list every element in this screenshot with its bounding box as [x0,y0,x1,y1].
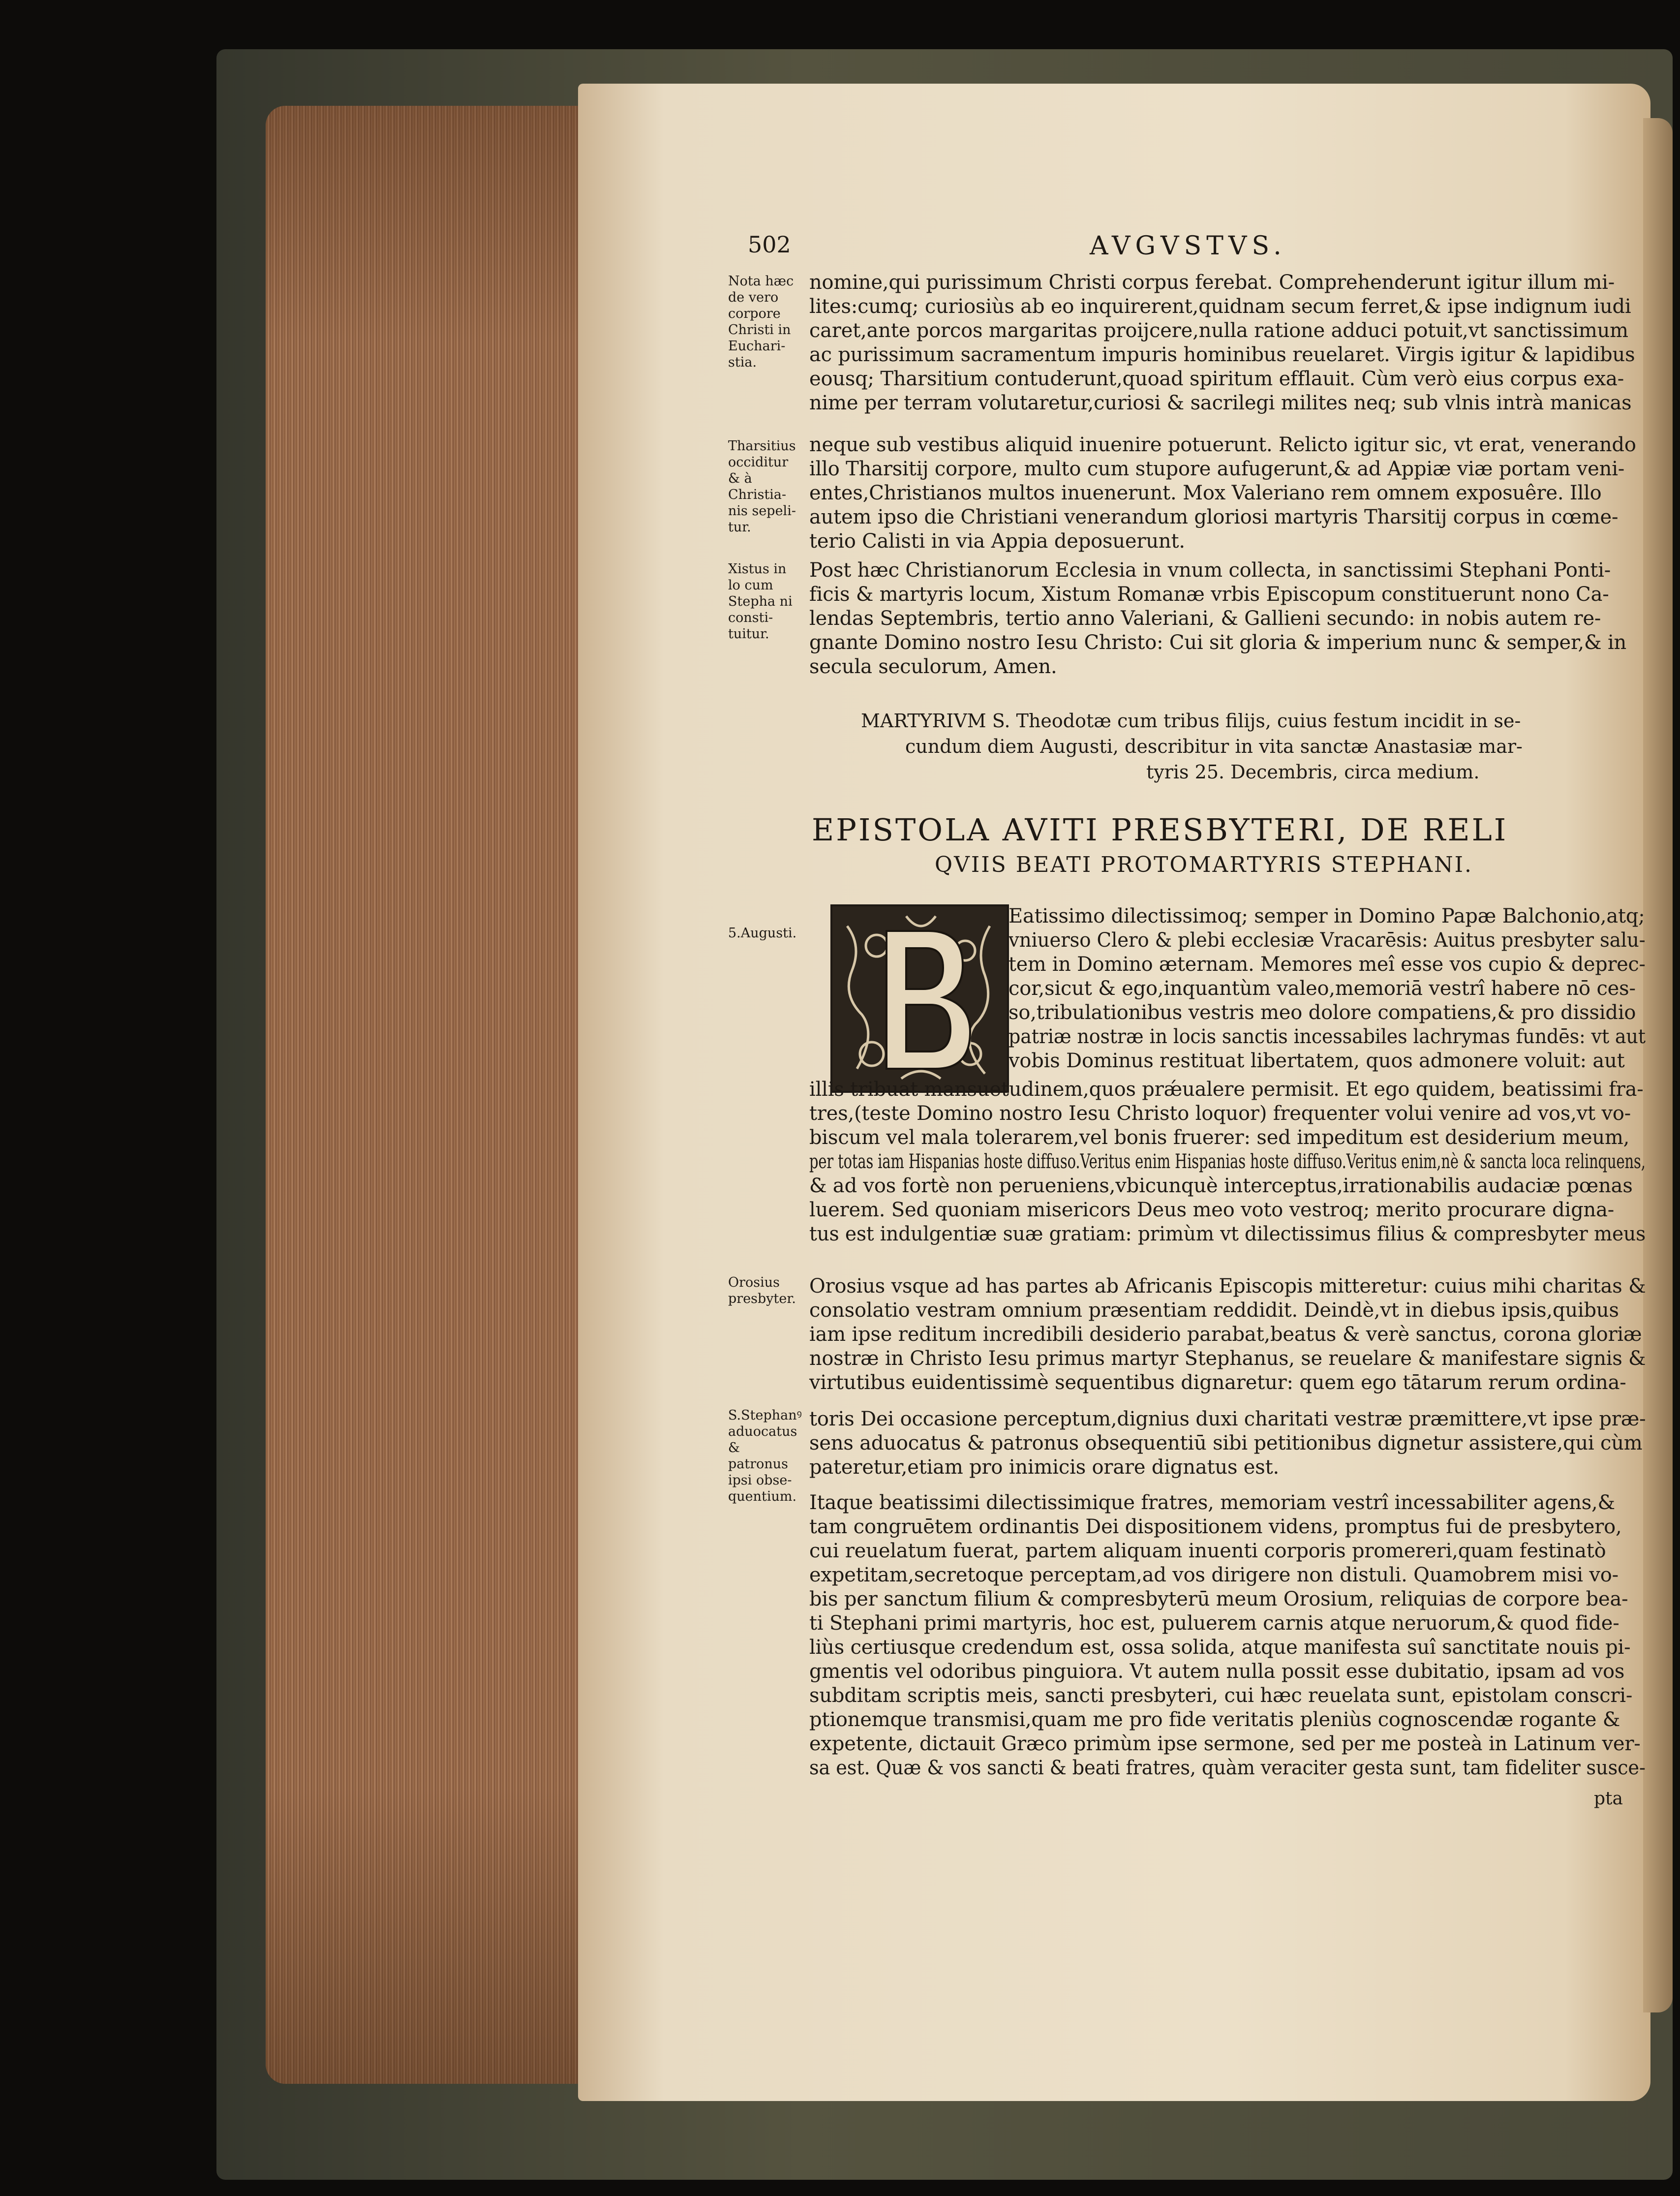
text-line: per totas iam Hispanias hoste diffuso.Veritus enim Hispanias hoste diffuso.Veritus enim,nè & sancta loca relinquens, [809,1150,1646,1173]
text-line: vniuerso Clero & plebi ecclesiæ Vracarēsis: Auitus presbyter salu- [1008,929,1646,952]
text-line: lendas Septembris, tertio anno Valeriani, & Gallieni secundo: in nobis autem re- [809,607,1601,630]
martyrium-line: cundum diem Augusti, describitur in vita sanctæ Anastasiæ mar- [905,736,1523,757]
text-line: consolatio vestram omnium præsentiam reddidit. Deindè,vt in diebus ipsis,quibus [809,1299,1619,1322]
text-line: pateretur,etiam pro inimicis orare dignatus est. [809,1456,1279,1479]
running-title: AVGVSTVS. [1090,231,1286,261]
margin-note-eucharist: Nota hæc de vero corpore Christi in Euchari-stia. [728,274,794,370]
ornament-icon [832,906,1007,1091]
text-line: illo Tharsitij corpore, multo cum stupore aufugerunt,& ad Appiæ viæ portam veni- [809,458,1625,480]
text-line: secula seculorum, Amen. [809,655,1057,678]
margin-note-orosius: Orosius presbyter. [728,1275,796,1306]
text-line: luerem. Sed quoniam misericors Deus meo voto vestroq; merito procurare digna- [809,1199,1615,1221]
text-line: gmentis vel odoribus pinguiora. Vt autem nulla possit esse dubitatio, ipsam ad vos [809,1660,1625,1683]
text-line: tam congruētem ordinantis Dei dispositionem videns, promptus fui de presbytero, [809,1516,1622,1538]
text-line: Itaque beatissimi dilectissimique fratres, memoriam vestrî incessabiliter agens,& [809,1491,1615,1514]
text-line: patriæ nostræ in locis sanctis incessabiles lachrymas fundēs: vt aut [1008,1025,1646,1048]
text-line: ti Stephani primi martyris, hoc est, puluerem carnis atque neruorum,& quod fide- [809,1612,1619,1635]
text-line: cor,sicut & ego,inquantùm valeo,memoriā vestrî habere nō ces- [1008,977,1636,1000]
text-line: nostræ in Christo Iesu primus martyr Stephanus, se reuelare & manifestare signis & [809,1347,1646,1370]
text-line: nime per terram volutaretur,curiosi & sacrilegi milites neq; sub vlnis intrà manicas [809,392,1632,414]
martyrium-line: tyris 25. Decembris, circa medium. [1146,761,1480,783]
text-line: autem ipso die Christiani venerandum gloriosi martyris Tharsitij corpus in cœme- [809,506,1619,528]
text-line: ficis & martyris locum, Xistum Romanæ vrbis Episcopum constituerunt nono Ca- [809,583,1609,606]
text-line: expetente, dictauit Græco primùm ipse sermone, sed per me posteà in Latinum ver- [809,1732,1641,1755]
text-line: Eatissimo dilectissimoq; semper in Domino Papæ Balchonio,atq; [1008,905,1645,928]
text-line: vobis Dominus restituat libertatem, quos admonere voluit: aut [1008,1050,1625,1072]
text-line: expetitam,secretoque perceptam,ad vos dirigere non distuli. Quamobrem misi vo- [809,1564,1619,1586]
text-line: so,tribulationibus vestris meo dolore compatiens,& pro dissidio [1008,1001,1636,1024]
text-line: tres,(teste Domino nostro Iesu Christo loquor) frequenter volui venire ad vos,vt vo- [809,1102,1631,1125]
martyrium-line: MARTYRIVM S. Theodotæ cum tribus filijs, cuius festum incidit in se- [861,710,1521,732]
text-line: & ad vos fortè non perueniens,vbicunquè interceptus,irrationabilis audaciæ pœnas [809,1175,1633,1197]
text-line: neque sub vestibus aliquid inuenire potuerunt. Relicto igitur sic, vt erat, venerando [809,433,1636,456]
text-line: entes,Christianos multos inuenerunt. Mox Valeriano rem omnem exposuêre. Illo [809,482,1602,504]
text-line: ptionemque transmisi,quam me pro fide veritatis pleniùs cognoscendæ rogante & [809,1708,1620,1731]
text-line: nomine,qui purissimum Christi corpus ferebat. Comprehenderunt igitur illum mi- [809,271,1615,294]
margin-note-tharsitius: Tharsitius occiditur & à Christia-nis sepeli-tur. [728,438,796,535]
ornamental-initial-b [830,904,1009,1093]
right-page-edge [1643,118,1673,2012]
text-line: gnante Domino nostro Iesu Christo: Cui sit gloria & imperium nunc & semper,& in [809,631,1627,654]
text-line: biscum vel mala tolerarem,vel bonis fruerer: sed impeditum est desiderium meum, [809,1126,1630,1149]
text-line: terio Calisti in via Appia deposuerunt. [809,530,1185,553]
text-line: caret,ante porcos margaritas proijcere,nulla ratione adduci potuit,vt sanctissimum [809,319,1628,342]
epistle-heading-2: QVIIS BEATI PROTOMARTYRIS STEPHANI. [935,852,1473,877]
text-line: toris Dei occasione perceptum,dignius duxi charitati vestræ præmittere,vt ipse præ- [809,1408,1646,1430]
text-line: eousq; Tharsitium contuderunt,quoad spiritum efflauit. Cùm verò eius corpus exa- [809,368,1624,390]
text-line: virtutibus euidentissimè sequentibus dignaretur: quem ego tātarum rerum ordina- [809,1371,1626,1394]
margin-note-date: 5.Augusti. [728,926,797,941]
page-number: 502 [748,231,791,258]
text-line: cui reuelatum fuerat, partem aliquam inuenti corporis promereri,quam festinatò [809,1540,1606,1562]
text-line: Post hæc Christianorum Ecclesia in vnum collecta, in sanctissimi Stephani Ponti- [809,559,1611,582]
text-line: liùs certiusque credendum est, ossa solida, atque manifesta suî sanctitate nouis pi- [809,1636,1631,1659]
text-line: ac purissimum sacramentum impuris hominibus reuelaret. Virgis igitur & lapidibus [809,343,1635,366]
text-line: tem in Domino æternam. Memores meî esse vos cupio & deprec- [1008,953,1646,976]
text-line: bis per sanctum filium & compresbyterū meum Orosium, reliquias de corpore bea- [809,1588,1628,1610]
margin-note-xistus: Xistus in lo cum Stepha ni consti-tuitur. [728,561,793,642]
text-line: lites:cumq; curiosiùs ab eo inquirerent,quidnam secum ferret,& ipse indignum iudi [809,295,1631,318]
margin-note-stephanus: S.Stephanꝰ aduocatus & patronus ipsi obse-quentium. [728,1408,802,1504]
text-line: subditam scriptis meis, sancti presbyteri, cui hæc reuelata sunt, epistolam conscri- [809,1684,1633,1707]
text-line: Orosius vsque ad has partes ab Africanis Episcopis mitteretur: cuius mihi charitas & [809,1275,1646,1298]
text-line: iam ipse reditum incredibili desiderio parabat,beatus & verè sanctus, corona gloriæ [809,1323,1642,1346]
text-line: sa est. Quæ & vos sancti & beati fratres, quàm veraciter gesta sunt, tam fideliter susce- [809,1757,1646,1779]
text-line: sens aduocatus & patronus obsequentiū sibi petitionibus dignetur assistere,qui cùm [809,1432,1643,1454]
page-edges [266,106,580,2084]
text-line: illis tribuat mansuetudinem,quos prǽualere permisit. Et ego quidem, beatissimi fra- [809,1078,1644,1101]
catchword: pta [1594,1789,1623,1809]
text-line: tus est indulgentiæ suæ gratiam: primùm vt dilectissimus filius & compresbyter meus [809,1223,1646,1245]
epistle-heading-1: EPISTOLA AVITI PRESBYTERI, DE RELI [812,812,1508,848]
